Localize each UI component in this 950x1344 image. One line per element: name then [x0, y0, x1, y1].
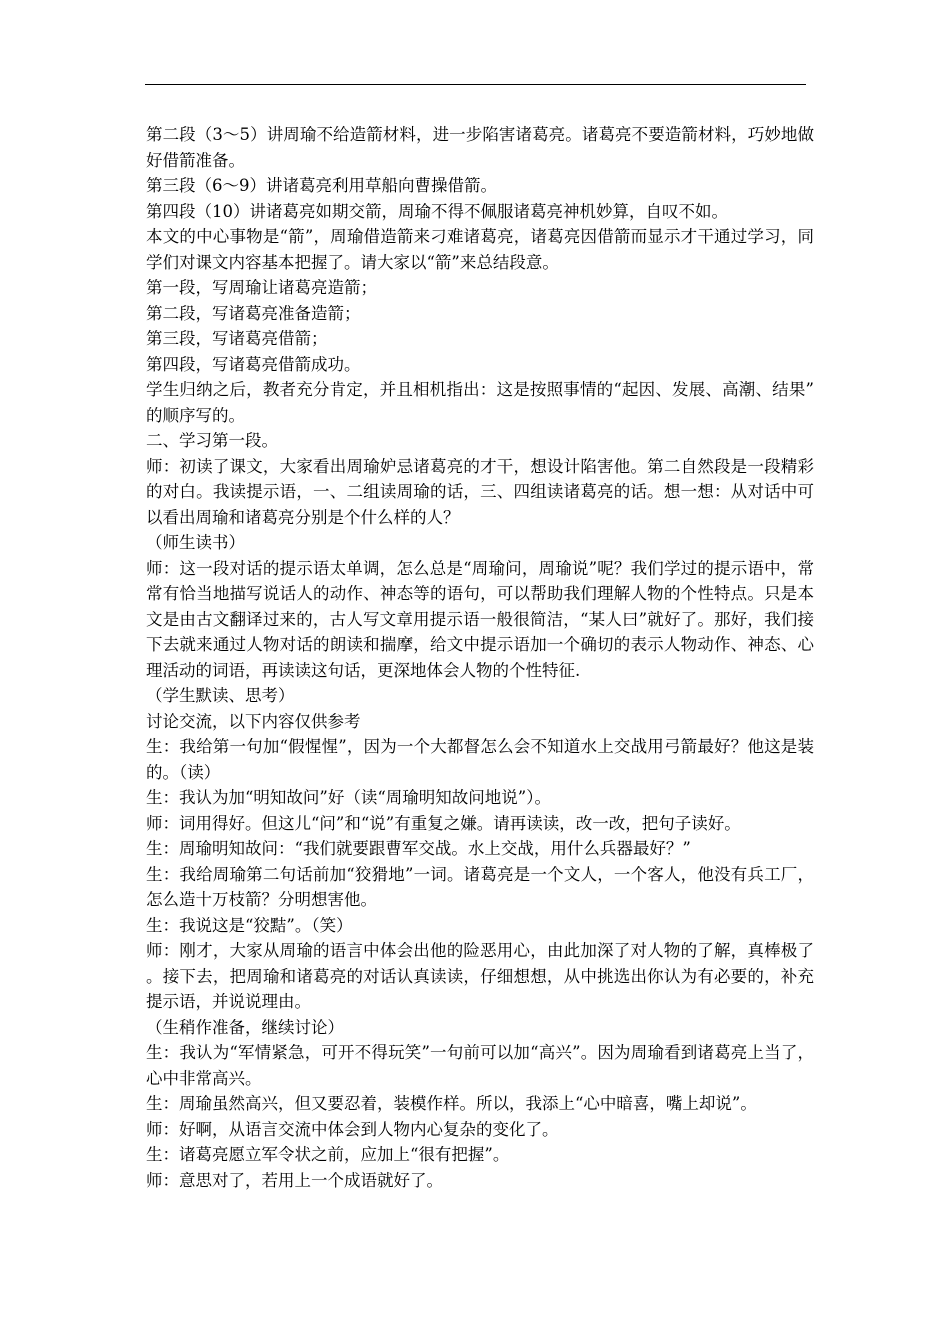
- paragraph: 师：好啊，从语言交流中体会到人物内心复杂的变化了。: [146, 1119, 559, 1139]
- paragraph: 讨论交流，以下内容仅供参考: [146, 711, 361, 731]
- paragraph: 第三段（6～9）讲诸葛亮利用草船向曹操借箭。: [146, 176, 497, 195]
- paragraph: 师：意思对了，若用上一个成语就好了。: [146, 1170, 443, 1190]
- stage-note: （师生读书）: [146, 533, 245, 552]
- paragraph: 生：我给周瑜第二句话前加“狡猾地”一词。诸葛亮是一个文人，一个客人，他没有兵工厂，怎么造十万枝箭？分明想害他。: [146, 864, 814, 909]
- paragraph: 生：诸葛亮愿立军令状之前，应加上“很有把握”。: [146, 1145, 510, 1164]
- paragraph: 生：周瑜明知故问：“我们就要跟曹军交战。水上交战，用什么兵器最好？”: [146, 839, 691, 858]
- paragraph: 第二段（3～5）讲周瑜不给造箭材料，进一步陷害诸葛亮。诸葛亮不要造箭材料，巧妙地做好借箭准备。: [146, 125, 814, 170]
- paragraph: 学生归纳之后，教者充分肯定，并且相机指出：这是按照事情的“起因、发展、高潮、结果”的顺序写的。: [146, 380, 814, 425]
- paragraph: 第二段，写诸葛亮准备造箭；: [146, 303, 361, 323]
- paragraph: 第四段，写诸葛亮借箭成功。: [146, 354, 361, 374]
- section-heading: 二、学习第一段。: [146, 431, 278, 450]
- paragraph: 生：我说这是“狡黠”。（笑）: [146, 915, 353, 935]
- paragraph: 第三段，写诸葛亮借箭；: [146, 329, 328, 348]
- paragraph: 生：我认为“军情紧急，可开不得玩笑”一句前可以加“高兴”。因为周瑜看到诸葛亮上当了，心中非常高兴。: [146, 1043, 814, 1088]
- stage-note: （学生默读、思考）: [146, 686, 295, 705]
- paragraph: 第四段（10）讲诸葛亮如期交箭，周瑜不得不佩服诸葛亮神机妙算，自叹不如。: [146, 201, 728, 221]
- paragraph: 师：词用得好。但这儿“问”和“说”有重复之嫌。请再读读，改一改，把句子读好。: [146, 813, 741, 833]
- paragraph: 师：初读了课文，大家看出周瑜妒忌诸葛亮的才干，想设计陷害他。第二自然段是一段精彩的对白。我读提示语，一、二组读周瑜的话，三、四组读诸葛亮的话。想一想：从对话中可以看出周瑜和诸葛亮分别是个什么样的人？: [146, 456, 814, 527]
- paragraph: 生：我给第一句加“假惺惺”，因为一个大都督怎么会不知道水上交战用弓箭最好？他这是装的。（读）: [146, 737, 814, 782]
- stage-note: （生稍作准备，继续讨论）: [146, 1017, 344, 1037]
- paragraph: 师：刚才，大家从周瑜的语言中体会出他的险恶用心，由此加深了对人物的了解，真棒极了。接下去，把周瑜和诸葛亮的对话认真读读，仔细想想，从中挑选出你认为有必要的，补充提示语，并说说理由。: [146, 941, 814, 1011]
- paragraph: 第一段，写周瑜让诸葛亮造箭；: [146, 278, 377, 297]
- paragraph: 师：这一段对话的提示语太单调，怎么总是“周瑜问，周瑜说”呢？我们学过的提示语中，常常有恰当地描写说话人的动作、神态等的语句，可以帮助我们理解人物的个性特点。只是本文是由古文翻译过来的，古人写文章用提示语一般很简洁，“某人曰”就好了。那好，我们接下去就来通过人物对话的朗读和揣摩，给文中提示语加一个确切的表示人物动作、神态、心理活动的词语，再读读这句话，更深地体会人物的个性特征.: [146, 558, 814, 680]
- paragraph: 生：周瑜虽然高兴，但又要忍着，装模作样。所以，我添上“心中暗喜，嘴上却说”。: [146, 1094, 757, 1113]
- paragraph: 生：我认为加“明知故问”好（读“周瑜明知故问地说”）。: [146, 788, 551, 807]
- document-body: [146, 122, 814, 1193]
- header-rule: [145, 84, 806, 85]
- paragraph: 本文的中心事物是“箭”，周瑜借造箭来刁难诸葛亮，诸葛亮因借箭而显示才干通过学习，同学们对课文内容基本把握了。请大家以“箭”来总结段意。: [146, 227, 814, 272]
